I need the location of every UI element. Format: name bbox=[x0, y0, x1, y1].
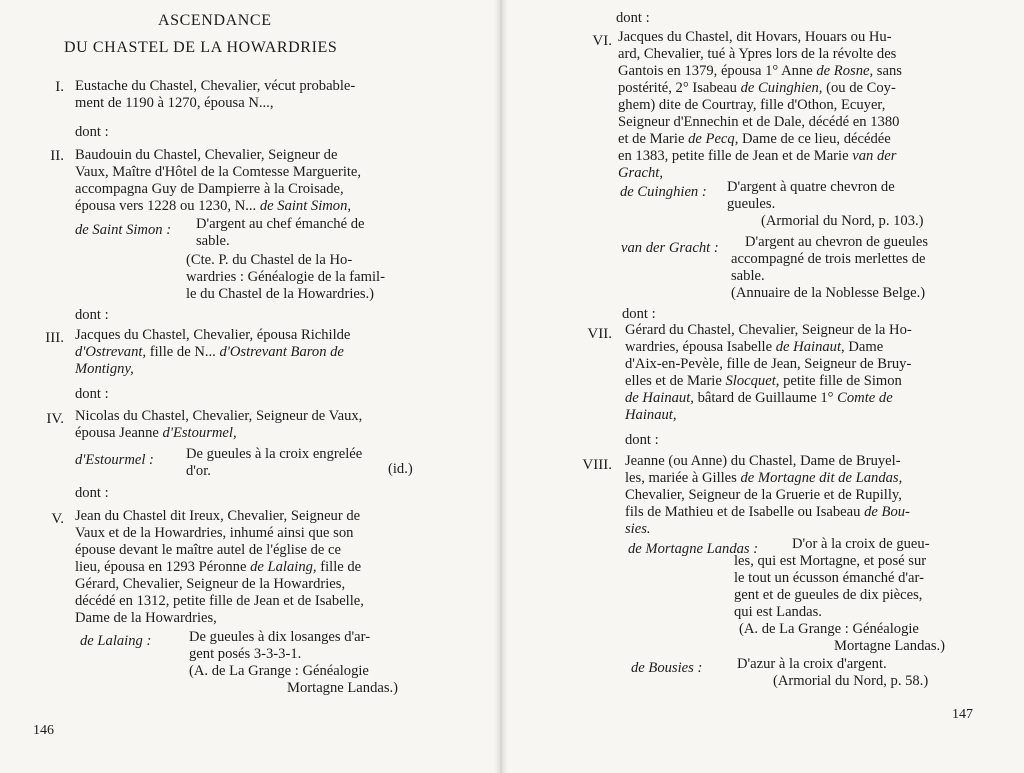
entry-VIII-line: sies. bbox=[625, 521, 651, 537]
arms-reference-line: Mortagne Landas.) bbox=[287, 680, 399, 696]
entry-V-line: Vaux et de la Howardries, inhumé ainsi que son bbox=[75, 525, 354, 541]
arms-reference-line: (A. de La Grange : Généalogie bbox=[739, 621, 919, 637]
arms-reference-line: (Armorial du Nord, p. 103.) bbox=[761, 213, 924, 229]
arms-blazon-line: D'argent à quatre chevron de bbox=[727, 179, 895, 195]
title-line-1: ASCENDANCE bbox=[158, 12, 272, 29]
entry-III-line: Montigny, bbox=[75, 361, 134, 377]
arms-blazon-line: qui est Landas. bbox=[734, 604, 822, 620]
arms-blazon-line: gueules. bbox=[727, 196, 776, 212]
entry-V-line: Gérard, Chevalier, Seigneur de la Howardries, bbox=[75, 576, 346, 592]
arms-blazon-line: D'argent au chevron de gueules bbox=[745, 234, 929, 250]
arms-blazon-line: sable. bbox=[731, 268, 765, 284]
entry-VII-line: wardries, épousa Isabelle de Hainaut, Dame bbox=[625, 339, 884, 355]
entry-VII-line: d'Aix-en-Pevèle, fille de Jean, Seigneur de Bruy- bbox=[625, 356, 912, 372]
entry-I-line: ment de 1190 à 1270, épousa N..., bbox=[75, 95, 274, 111]
arms-reference-line: Mortagne Landas.) bbox=[834, 638, 946, 654]
entry-VI-line: en 1383, petite fille de Jean et de Marie van der bbox=[618, 148, 897, 164]
numeral-IV: IV. bbox=[46, 411, 64, 427]
entry-VIII-line: fils de Mathieu et de Isabelle ou Isabeau de Bou- bbox=[625, 504, 910, 520]
arms-reference-line: le du Chastel de la Howardries.) bbox=[186, 286, 375, 302]
entry-III-line: d'Ostrevant, fille de N... d'Ostrevant Baron de bbox=[75, 344, 344, 360]
entry-II-line: Vaux, Maître d'Hôtel de la Comtesse Marguerite, bbox=[75, 164, 362, 180]
title-line-2: DU CHASTEL DE LA HOWARDRIES bbox=[64, 39, 338, 56]
arms-reference-line: (Armorial du Nord, p. 58.) bbox=[773, 673, 929, 689]
entry-VIII-line: Jeanne (ou Anne) du Chastel, Dame de Bruyel- bbox=[625, 453, 901, 469]
page-number-left: 146 bbox=[33, 723, 54, 738]
arms-reference-line: wardries : Généalogie de la famil- bbox=[186, 269, 385, 285]
entry-VII-line: de Hainaut, bâtard de Guillaume 1° Comte de bbox=[625, 390, 893, 406]
dont-label: dont : bbox=[622, 306, 656, 322]
page-number-right: 147 bbox=[952, 707, 973, 722]
dont-label: dont : bbox=[625, 432, 659, 448]
entry-VII-line: elles et de Marie Slocquet, petite fille de Simon bbox=[625, 373, 902, 389]
arms-blazon-line: De gueules à dix losanges d'ar- bbox=[189, 629, 371, 645]
dont-label: dont : bbox=[616, 10, 650, 26]
numeral-II: II. bbox=[50, 148, 64, 164]
entry-V-line: épouse devant le maître autel de l'église de ce bbox=[75, 542, 342, 558]
entry-VI-line: postérité, 2° Isabeau de Cuinghien, (ou de Coy- bbox=[618, 80, 896, 96]
arms-blazon-line: D'argent au chef émanché de bbox=[196, 216, 365, 232]
entry-VII-line: Gérard du Chastel, Chevalier, Seigneur de la Ho- bbox=[625, 322, 912, 338]
dont-label: dont : bbox=[75, 485, 109, 501]
entry-V-line: lieu, épousa en 1293 Péronne de Lalaing, fille de bbox=[75, 559, 362, 575]
entry-VI-line: Seigneur d'Ennechin et de Dale, décédé en 1380 bbox=[618, 114, 900, 130]
arms-reference-line: (Cte. P. du Chastel de la Ho- bbox=[186, 252, 353, 268]
entry-II-line: épousa vers 1228 ou 1230, N... de Saint Simon, bbox=[75, 198, 352, 214]
entry-III-line: Jacques du Chastel, Chevalier, épousa Richilde bbox=[75, 327, 351, 343]
right-page bbox=[505, 0, 1024, 773]
arms-name-lalaing: de Lalaing : bbox=[80, 633, 152, 649]
arms-blazon-line: D'azur à la croix d'argent. bbox=[737, 656, 887, 672]
entry-VII-line: Hainaut, bbox=[625, 407, 677, 423]
entry-IV-line: épousa Jeanne d'Estourmel, bbox=[75, 425, 237, 441]
dont-label: dont : bbox=[75, 124, 109, 140]
entry-VI-line: Jacques du Chastel, dit Hovars, Houars ou Hu- bbox=[618, 29, 892, 45]
arms-blazon-line: De gueules à la croix engrelée bbox=[186, 446, 363, 462]
arms-blazon-line: le tout un écusson émanché d'ar- bbox=[734, 570, 924, 586]
entry-II-line: accompagna Guy de Dampierre à la Croisade, bbox=[75, 181, 344, 197]
entry-VI-line: ghem) dite de Courtray, fille d'Othon, Ecuyer, bbox=[618, 97, 886, 113]
entry-V-line: Dame de la Howardries, bbox=[75, 610, 217, 626]
arms-blazon-line: accompagné de trois merlettes de bbox=[731, 251, 926, 267]
entry-VI-line: Gracht, bbox=[618, 165, 663, 181]
arms-blazon-line: sable. bbox=[196, 233, 230, 249]
entry-IV-line: Nicolas du Chastel, Chevalier, Seigneur de Vaux, bbox=[75, 408, 363, 424]
entry-II-line: Baudouin du Chastel, Chevalier, Seigneur de bbox=[75, 147, 338, 163]
arms-name-saint-simon: de Saint Simon : bbox=[75, 222, 172, 238]
entry-VIII-line: Chevalier, Seigneur de la Gruerie et de Rupilly, bbox=[625, 487, 902, 503]
entry-VI-line: et de Marie de Pecq, Dame de ce lieu, décédée bbox=[618, 131, 891, 147]
arms-reference-line: (id.) bbox=[388, 461, 413, 477]
left-page bbox=[0, 0, 500, 773]
numeral-V: V. bbox=[51, 511, 64, 527]
arms-blazon-line: les, qui est Mortagne, et posé sur bbox=[734, 553, 927, 569]
arms-blazon-line: d'or. bbox=[186, 463, 211, 479]
numeral-VI: VI. bbox=[592, 33, 612, 49]
entry-VIII-line: les, mariée à Gilles de Mortagne dit de Landas, bbox=[625, 470, 903, 486]
arms-reference-line: (A. de La Grange : Généalogie bbox=[189, 663, 369, 679]
arms-reference-line: (Annuaire de la Noblesse Belge.) bbox=[731, 285, 926, 301]
arms-name-cuinghien: de Cuinghien : bbox=[620, 184, 707, 200]
entry-V-line: Jean du Chastel dit Ireux, Chevalier, Seigneur de bbox=[75, 508, 361, 524]
entry-V-line: décédé en 1312, petite fille de Jean et de Isabelle, bbox=[75, 593, 364, 609]
dont-label: dont : bbox=[75, 386, 109, 402]
arms-name-bousies: de Bousies : bbox=[631, 660, 703, 676]
dont-label: dont : bbox=[75, 307, 109, 323]
numeral-III: III. bbox=[45, 330, 64, 346]
arms-name-mortagne-landas: de Mortagne Landas : bbox=[628, 541, 759, 557]
numeral-VII: VII. bbox=[587, 326, 612, 342]
entry-VI-line: ard, Chevalier, tué à Ypres lors de la révolte des bbox=[618, 46, 897, 62]
arms-blazon-line: gent posés 3-3-3-1. bbox=[189, 646, 302, 662]
entry-I-line: Eustache du Chastel, Chevalier, vécut probable- bbox=[75, 78, 356, 94]
numeral-I: I. bbox=[55, 79, 64, 95]
arms-blazon-line: D'or à la croix de gueu- bbox=[792, 536, 930, 552]
arms-name-estourmel: d'Estourmel : bbox=[75, 452, 154, 468]
arms-blazon-line: gent et de gueules de dix pièces, bbox=[734, 587, 923, 603]
entry-VI-line: Gantois en 1379, épousa 1° Anne de Rosne, sans bbox=[618, 63, 902, 79]
numeral-VIII: VIII. bbox=[582, 457, 612, 473]
arms-name-van-der-gracht: van der Gracht : bbox=[621, 240, 719, 256]
